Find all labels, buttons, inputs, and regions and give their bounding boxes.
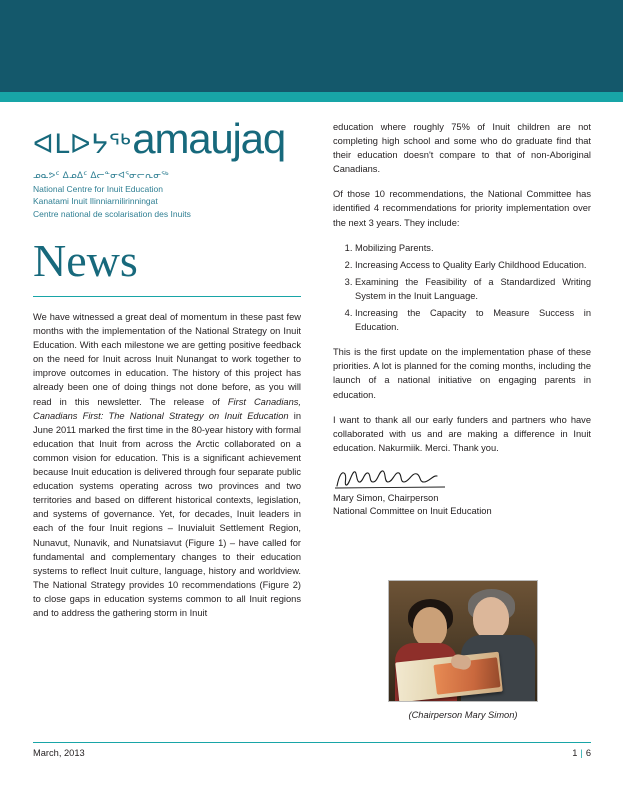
- strategy-title-italic: First Canadians, Canadians First: The National Strategy on Inuit Education: [33, 396, 301, 421]
- masthead: [33, 115, 301, 220]
- header-accent-bar: [0, 92, 623, 102]
- paragraph-priority-intro: Of those 10 recommendations, the National Committee has identified 4 recommendations for priority implementation over the next 3 years. They include:: [333, 189, 591, 228]
- paragraph-education-gap: education where roughly 75% of Inuit children are not completing high school and some who do graduate find that their education doesn't compare to that of non-Aboriginal Canadians.: [333, 122, 591, 175]
- photo-adult-head: [473, 597, 509, 639]
- logo-subtitle-syllabic: ᓄᓇᕗᑦ ᐃᓄᐃᑦ ᐃᓕᓐᓂᐊᕐᓂᓕᕆᓂᖅ: [33, 171, 169, 181]
- body-column-right: [333, 120, 591, 518]
- page-title: News: [33, 235, 138, 286]
- photo-block: [388, 580, 538, 720]
- signature-name: Mary Simon, Chairperson: [333, 492, 439, 503]
- photo-child-head: [413, 607, 447, 647]
- title-divider: [33, 296, 301, 297]
- list-item: 1. Mobilizing Parents.: [355, 241, 591, 255]
- footer-page-current: 1: [572, 748, 578, 758]
- paragraph-intro-part2: in June 2011 marked the first time in the 80-year history with formal education that Inuit from across the Arctic collaborated on a common vision for education. This is a significant achievement because Inuit education is delivered through four separate public education systems operating across two provinces and two territories and based on different historical contexts, legislation, and systems of governance. Yet, for decades, Inuit leaders in each of the four Inuit regions – Inuvialuit Settlement Region, Nunavut, Nunavik, and Nunatsiavut (Figure 1) – have called for fundamental and complementary changes to their education systems to reflect Inuit culture, language, history and worldview. The National Strategy provides 10 recommendations (Figure 2) to close gaps in education systems common to all Inuit regions and to address the gathering storm in Inuit: [33, 410, 302, 618]
- handwritten-signature-icon: [333, 462, 453, 492]
- signature-title: National Committee on Inuit Education: [333, 505, 492, 516]
- signature-image: [333, 466, 591, 492]
- footer-page-number: [572, 748, 591, 758]
- logo-subtitle-en: National Centre for Inuit Education: [33, 184, 163, 195]
- logo-subtitle-iu: Kanatami Inuit Ilinniarnilirinningat: [33, 196, 158, 207]
- paragraph-thanks: I want to thank all our early funders and partners who have collaborated with us and are making a difference in Inuit education. Nakurmiik. Merci. Thank you.: [333, 414, 591, 453]
- logo-subtitle: [33, 170, 301, 220]
- body-column-left: [33, 310, 301, 631]
- list-item: 2. Increasing Access to Quality Early Childhood Education.: [355, 258, 591, 272]
- recommendations-list: [333, 241, 591, 335]
- list-item: 4. Increasing the Capacity to Measure Success in Education.: [355, 306, 591, 334]
- footer: [33, 748, 591, 758]
- paragraph-intro: [33, 310, 301, 620]
- footer-divider: [33, 742, 591, 743]
- footer-date: March, 2013: [33, 748, 85, 758]
- footer-page-total: 6: [585, 748, 591, 758]
- chairperson-photo: [388, 580, 538, 702]
- list-item: 3. Examining the Feasibility of a Standardized Writing System in the Inuit Language.: [355, 275, 591, 303]
- photo-caption: (Chairperson Mary Simon): [408, 710, 518, 720]
- paragraph-first-update: This is the first update on the implementation phase of these priorities. A lot is planned for the coming months, including the launch of a national initiative on engaging parents in education.: [333, 347, 591, 400]
- logo-subtitle-fr: Centre national de scolarisation des Inuits: [33, 208, 191, 219]
- logo-wordmark: amaujaq: [132, 115, 285, 162]
- logo-syllabic-text: ᐊᒪᐅᔭᖅ: [33, 129, 132, 160]
- header-band: [0, 0, 623, 92]
- paragraph-intro-part1: We have witnessed a great deal of momentum in these past few months with the implementation of the National Strategy on Inuit Education. With each milestone we are getting positive feedback on the need for Inuit across Inuit Nunangat to work together to improve outcomes in education. The history of this project has already been one of doing things not done before, as you will read in this newsletter. The release of: [33, 312, 301, 407]
- logo: [33, 115, 301, 162]
- footer-page-separator: |: [580, 748, 583, 758]
